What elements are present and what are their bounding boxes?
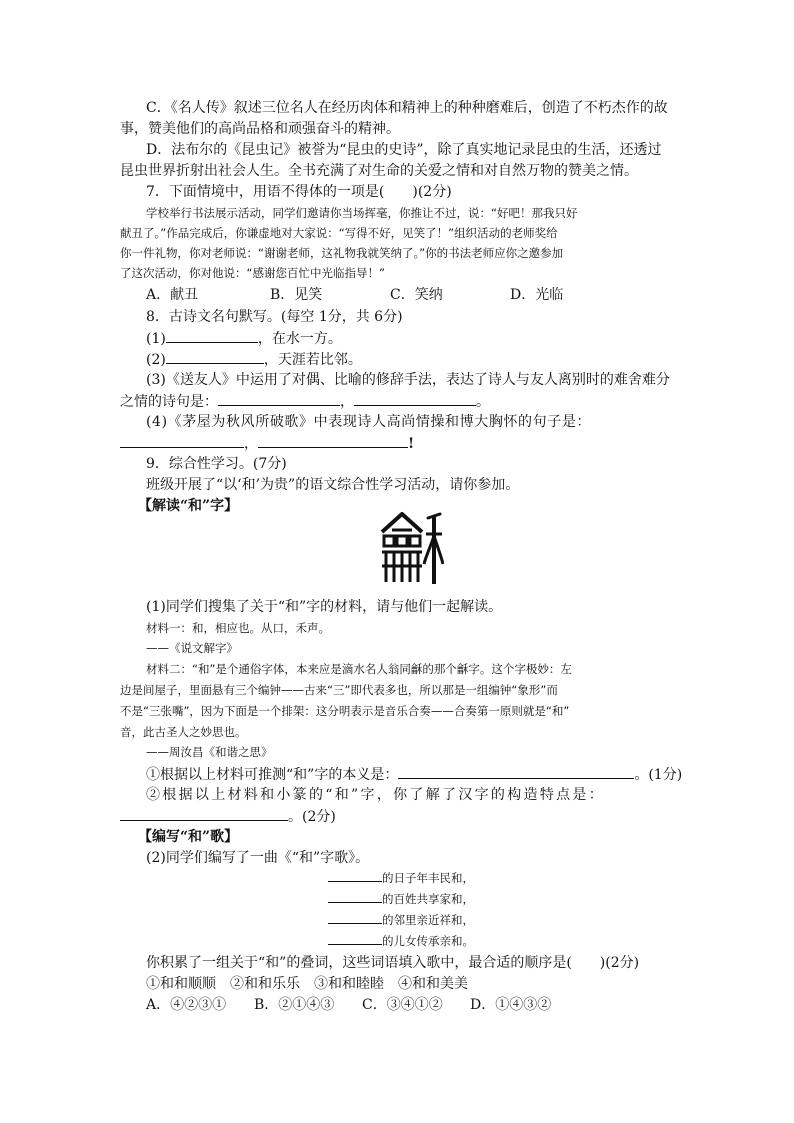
song-line-3-blank[interactable] [328,912,382,924]
q6-option-c-line1: C．《名人传》叙述三位名人在经历肉体和精神上的种种磨难后，创造了不朽杰作的故 [146,100,668,116]
q8-item1-text: ，在水一方。 [257,331,342,347]
q8-item4-blank2[interactable] [258,433,408,448]
q9-question-b-text: ②根据以上材料和小篆的“和”字，你了解了汉字的构造特点是： [146,787,606,803]
song-line-3-text: 的邻里亲近祥和， [382,913,474,927]
q9-material2-line1: 材料二：“和”是个通俗字体，本来应是滴水名人翁同龢的那个龢字。这个字极妙：左 [146,662,572,676]
q9-sub2-question: 你积累了一组关于“和”的叠词，这些词语填入歌中，最合适的顺序是( )(2分) [146,955,640,971]
q9-material1: 材料一：和，相应也。从口，禾声。 [146,621,330,635]
q6-option-d-line2: 昆虫世界折射出社会人生。全书充满了对生命的关爱之情和对自然万物的赞美之情。 [120,163,638,179]
q9-material2-source: ——周汝昌《和谐之思》 [146,745,273,759]
q8-item1 [146,328,342,349]
q8-title: 8．古诗文名句默写。(每空 1分，共 6分) [146,309,403,325]
q9-material2-line4: 音，此古圣人之妙思也。 [120,725,247,739]
q9-question-a-blank[interactable] [398,764,634,779]
q8-item4-line1: (4)《茅屋为秋风所破歌》中表现诗人高尚情操和博大胸怀的句子是： [146,414,592,430]
q8-item4-blank1[interactable] [120,433,244,448]
q7-passage-line1: 学校举行书法展示活动，同学们邀请你当场挥毫，你推让不过，说：“好吧！那我只好 [146,206,578,220]
q9-sub1-prompt: (1)同学们搜集了关于“和”字的材料，请与他们一起解读。 [146,599,503,615]
q7-passage-line2: 献丑了。”作品完成后，你谦虚地对大家说：“写得不好，见笑了！”组织活动的老师奖给 [120,226,558,240]
q6-option-d-line1: D．法布尔的《昆虫记》被誉为“昆虫的史诗”，除了真实地记录昆虫的生活，还透过 [146,142,662,158]
q8-item3-line2 [120,391,490,412]
q8-item2 [146,349,362,370]
q9-section-interpret: 【解读“和”字】 [138,498,239,514]
q8-item3-blank2[interactable] [354,391,476,406]
q8-item3-line1: (3)《送友人》中运用了对偶、比喻的修辞手法，表达了诗人与友人离别时的难舍难分 [146,372,670,388]
q7-option-a: A．献丑 [146,287,199,303]
q9-question-a-end: 。(1分) [634,767,683,783]
q8-item4-comma: ， [244,436,258,452]
q9-option-a: A．④②③① [146,997,227,1013]
song-line-1-blank[interactable] [328,870,382,882]
song-line-1 [328,869,474,887]
song-line-2 [328,890,474,908]
q9-sub2-prompt: (2)同学们编写了一曲《“和”字歌》。 [146,850,370,866]
q8-item1-blank[interactable] [166,328,258,343]
q9-question-b-blank[interactable] [120,806,288,821]
q9-question-b-end: 。(2分) [288,809,336,825]
q9-question-b-line2 [120,806,336,827]
seal-script-he-character-image [378,510,444,586]
q7-option-b: B．见笑 [270,287,323,303]
song-line-2-text: 的百姓共享家和， [382,892,474,906]
q9-material1-source: ——《说文解字》 [146,641,238,655]
q9-intro: 班级开展了“以‘和’为贵”的语文综合性学习活动，请你参加。 [146,477,520,493]
q9-option-c: C．③④①② [362,997,443,1013]
song-line-1-text: 的日子年丰民和， [382,871,474,885]
q8-item2-blank[interactable] [166,349,264,364]
q7-option-c: C．笑纳 [390,287,443,303]
q7-passage-line3: 你一件礼物，你对老师说：“谢谢老师，这礼物我就笑纳了。”你的书法老师应你之邀参加 [120,246,564,260]
q8-item1-number: (1) [146,331,166,347]
q9-question-a [146,764,682,785]
song-line-4-text: 的儿女传承亲和。 [382,934,474,948]
song-line-4-blank[interactable] [328,933,382,945]
q6-option-c-line2: 事，赞美他们的高尚品格和顽强奋斗的精神。 [120,121,400,137]
q8-item3-comma: ， [340,394,354,410]
q8-item2-number: (2) [146,352,166,368]
q8-item3-end: 。 [476,394,490,410]
q9-section-song: 【编写“和”歌】 [138,829,239,845]
q7-title: 7．下面情境中，用语不得体的一项是( )(2分) [146,184,452,200]
q9-material2-line3: 不是“三张嘴”，因为下面是一个排架：这分明表示是音乐合奏——合奏第一原则就是“和” [120,704,570,718]
q9-question-a-text: ①根据以上材料可推测“和”字的本义是： [146,767,399,783]
song-line-4 [328,932,474,950]
q8-item3-prompt: 之情的诗句是： [120,394,218,410]
q8-item2-text: ，天涯若比邻。 [263,352,362,368]
song-line-3 [328,911,474,929]
q9-word-list: ①和和顺顺 ②和和乐乐 ③和和睦睦 ④和和美美 [146,976,468,992]
q9-title: 9．综合性学习。(7分) [146,456,287,472]
q7-option-d: D．光临 [510,287,564,303]
q7-passage-line4: 了这次活动，你对他说：“感谢您百忙中光临指导！” [120,266,385,280]
q8-item4-line2 [120,433,414,454]
q9-option-d: D．①④③② [470,997,552,1013]
q8-item4-end: ! [408,436,415,452]
q9-option-b: B．②①④③ [254,997,335,1013]
q9-material2-line2: 边是间屋子，里面悬有三个编钟——古来“三”即代表多也，所以那是一组编钟“象形”而 [120,683,558,697]
song-line-2-blank[interactable] [328,891,382,903]
q8-item3-blank1[interactable] [218,391,340,406]
